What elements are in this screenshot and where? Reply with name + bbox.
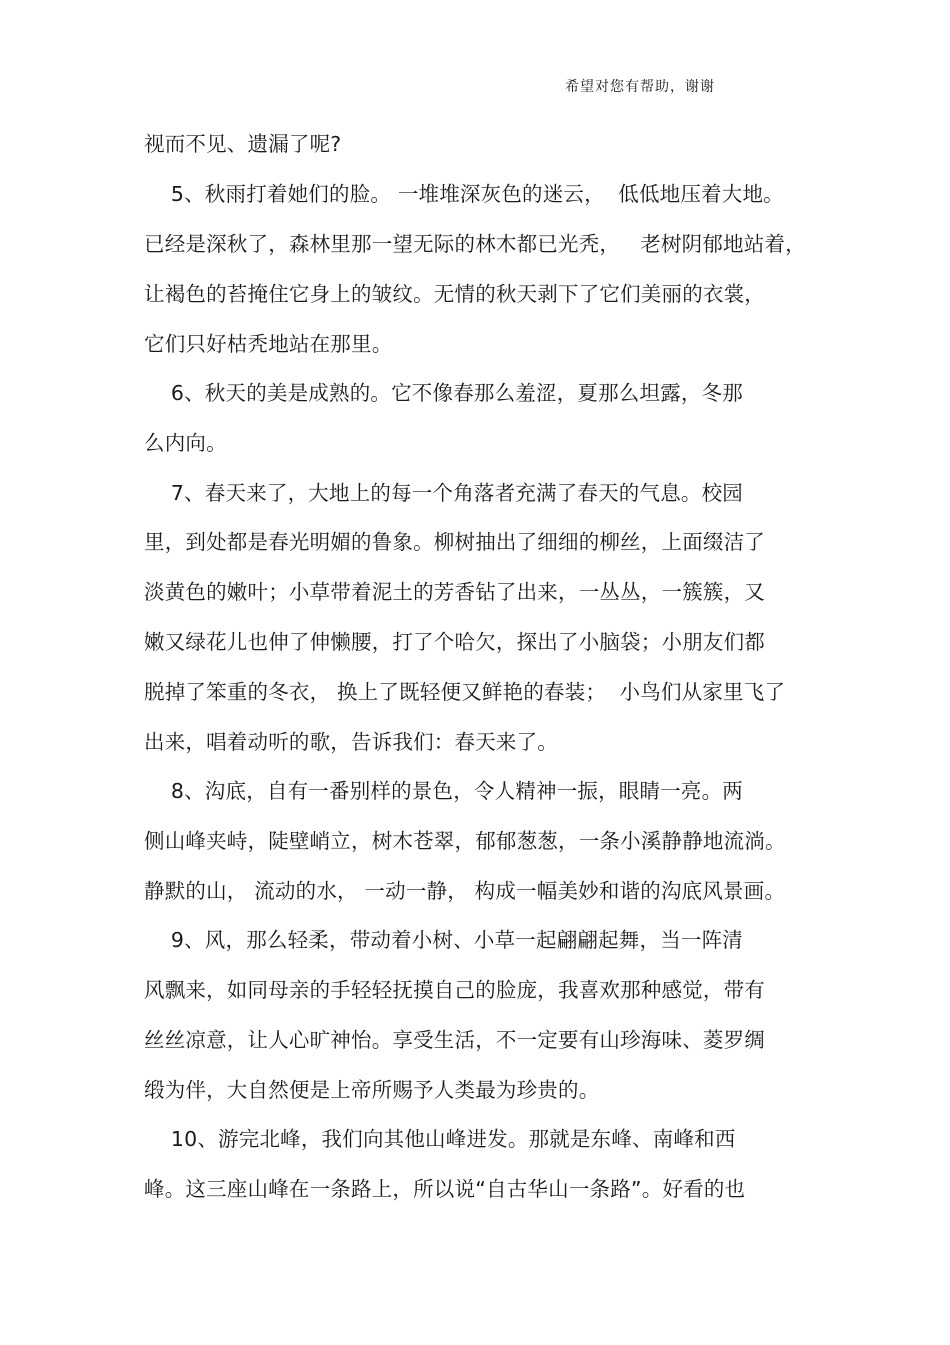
page-header: 希望对您有帮助，谢谢 [565,79,715,95]
text-line: 峰。这三座山峰在一条路上，所以说“自古华山一条路”。好看的也 [144,1177,746,1201]
text-line: 已经是深秋了，森林里那一望无际的林木都已光秃， 老树阴郁地站着， [144,232,806,256]
text-line: 6、秋天的美是成熟的。它不像春那么羞涩，夏那么坦露，冬那 [144,381,744,405]
text-line: 让褐色的苔掩住它身上的皱纹。无情的秋天剥下了它们美丽的衣裳， [144,282,765,306]
text-line: 它们只好枯秃地站在那里。 [144,332,393,356]
text-line: 缎为伴，大自然便是上帝所赐予人类最为珍贵的。 [144,1078,600,1102]
text-line: 么内向。 [144,431,227,455]
text-line: 淡黄色的嫩叶；小草带着泥土的芳香钻了出来，一丛丛，一簇簇，又 [144,580,765,604]
text-line: 侧山峰夹峙，陡壁峭立，树木苍翠，郁郁葱葱，一条小溪静静地流淌。 [144,829,786,853]
text-line: 视而不见、遗漏了呢? [144,132,342,156]
text-line: 7、春天来了，大地上的每一个角落者充满了春天的气息。校园 [144,481,744,505]
text-line: 风飘来，如同母亲的手轻轻抚摸自己的脸庞，我喜欢那种感觉，带有 [144,978,765,1002]
text-line: 嫩又绿花儿也伸了伸懒腰，打了个哈欠，探出了小脑袋；小朋友们都 [144,630,765,654]
text-line: 10、游完北峰，我们向其他山峰进发。那就是东峰、南峰和西 [144,1127,736,1151]
text-line: 出来，唱着动听的歌，告诉我们：春天来了。 [144,730,558,754]
text-line: 5、秋雨打着她们的脸。 一堆堆深灰色的迷云， 低低地压着大地。 [144,182,784,206]
text-line: 9、风，那么轻柔，带动着小树、小草一起翩翩起舞，当一阵清 [144,928,744,952]
text-line: 8、沟底，自有一番别样的景色，令人精神一振，眼睛一亮。两 [144,779,744,803]
text-line: 丝丝凉意，让人心旷神怡。享受生活，不一定要有山珍海味、菱罗绸 [144,1028,765,1052]
text-line: 里，到处都是春光明媚的鲁象。柳树抽出了细细的柳丝，上面缀洁了 [144,530,765,554]
text-line: 静默的山， 流动的水， 一动一静， 构成一幅美妙和谐的沟底风景画。 [144,879,786,903]
text-line: 脱掉了笨重的冬衣， 换上了既轻便又鲜艳的春装； 小鸟们从家里飞了 [144,680,786,704]
